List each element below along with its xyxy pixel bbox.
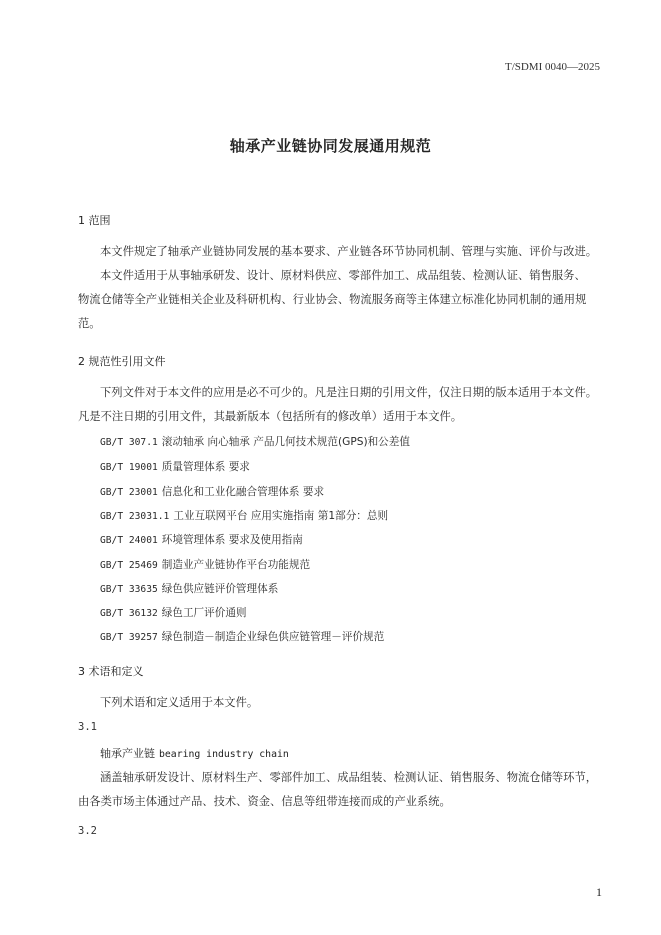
- reference-item: [100, 484, 324, 499]
- reference-item: [100, 557, 310, 572]
- reference-title: 工业互联网平台 应用实施指南 第1部分：总则: [173, 510, 389, 522]
- section-1-paragraph-1: 本文件规定了轴承产业链协同发展的基本要求、产业链各环节协同机制、管理与实施、评价与改进。: [100, 245, 598, 258]
- section-2-intro-line-1: 下列文件对于本文件的应用是必不可少的。凡是注日期的引用文件，仅注日期的版本适用于本文件。: [100, 386, 598, 399]
- section-3-heading: 3 术语和定义: [78, 665, 144, 678]
- term-1-definition: [78, 766, 605, 814]
- term-1-number: 3.1: [78, 721, 97, 733]
- section-3-intro: [78, 691, 605, 715]
- reference-code: GB/T 25469: [100, 560, 158, 571]
- reference-title: 绿色供应链评价管理体系: [161, 583, 279, 595]
- term-1-english: bearing industry chain: [159, 749, 289, 760]
- document-number: T/SDMI 0040—2025: [504, 61, 600, 73]
- reference-title: 滚动轴承 向心轴承 产品几何技术规范(GPS)和公差值: [161, 436, 410, 448]
- section-2-intro-line-2: 凡是不注日期的引用文件，其最新版本（包括所有的修改单）适用于本文件。: [78, 410, 463, 423]
- term-1-definition-line-1: 涵盖轴承研发设计、原材料生产、零部件加工、成品组装、检测认证、销售服务、物流仓储等环节，: [100, 771, 598, 784]
- reference-code: GB/T 33635: [100, 584, 158, 595]
- reference-item: [100, 459, 250, 474]
- section-1-body: [78, 240, 605, 336]
- reference-title: 环境管理体系 要求及使用指南: [161, 534, 303, 546]
- term-2-number: 3.2: [78, 825, 97, 837]
- reference-code: GB/T 19001: [100, 462, 158, 473]
- reference-title: 绿色工厂评价通则: [161, 607, 247, 619]
- section-1-heading: 1 范围: [78, 214, 111, 227]
- reference-code: GB/T 36132: [100, 608, 158, 619]
- reference-title: 制造业产业链协作平台功能规范: [161, 559, 311, 571]
- reference-code: GB/T 23001: [100, 487, 158, 498]
- reference-item: [100, 605, 247, 620]
- reference-code: GB/T 39257: [100, 632, 158, 643]
- reference-item: [100, 434, 410, 449]
- term-1-name: 轴承产业链: [100, 747, 155, 760]
- section-1-paragraph-2-line-2: 物流仓储等全产业链相关企业及科研机构、行业协会、物流服务商等主体建立标准化协同机制的通用规: [78, 293, 587, 306]
- section-1-paragraph-2-line-3: 范。: [78, 317, 101, 330]
- section-2-intro: [78, 381, 605, 429]
- section-1-paragraph-2-line-1: 本文件适用于从事轴承研发、设计、原材料供应、零部件加工、成品组装、检测认证、销售服务、: [100, 269, 586, 282]
- section-2-heading: 2 规范性引用文件: [78, 355, 166, 368]
- reference-title: 质量管理体系 要求: [161, 461, 250, 473]
- section-3-intro-text: 下列术语和定义适用于本文件。: [100, 696, 259, 709]
- reference-title: 信息化和工业化融合管理体系 要求: [161, 486, 325, 498]
- term-1-definition-line-2: 由各类市场主体通过产品、技术、资金、信息等纽带连接而成的产业系统。: [78, 795, 451, 808]
- reference-code: GB/T 24001: [100, 535, 158, 546]
- document-title: 轴承产业链协同发展通用规范: [229, 137, 432, 155]
- reference-item: [100, 629, 384, 644]
- reference-code: GB/T 23031.1: [100, 511, 170, 522]
- reference-item: [100, 508, 388, 523]
- reference-code: GB/T 307.1: [100, 437, 158, 448]
- reference-item: [100, 532, 303, 547]
- reference-item: [100, 581, 278, 596]
- page-number: 1: [596, 885, 602, 899]
- term-1-entry: [100, 745, 289, 761]
- reference-title: 绿色制造－制造企业绿色供应链管理－评价规范: [161, 631, 385, 643]
